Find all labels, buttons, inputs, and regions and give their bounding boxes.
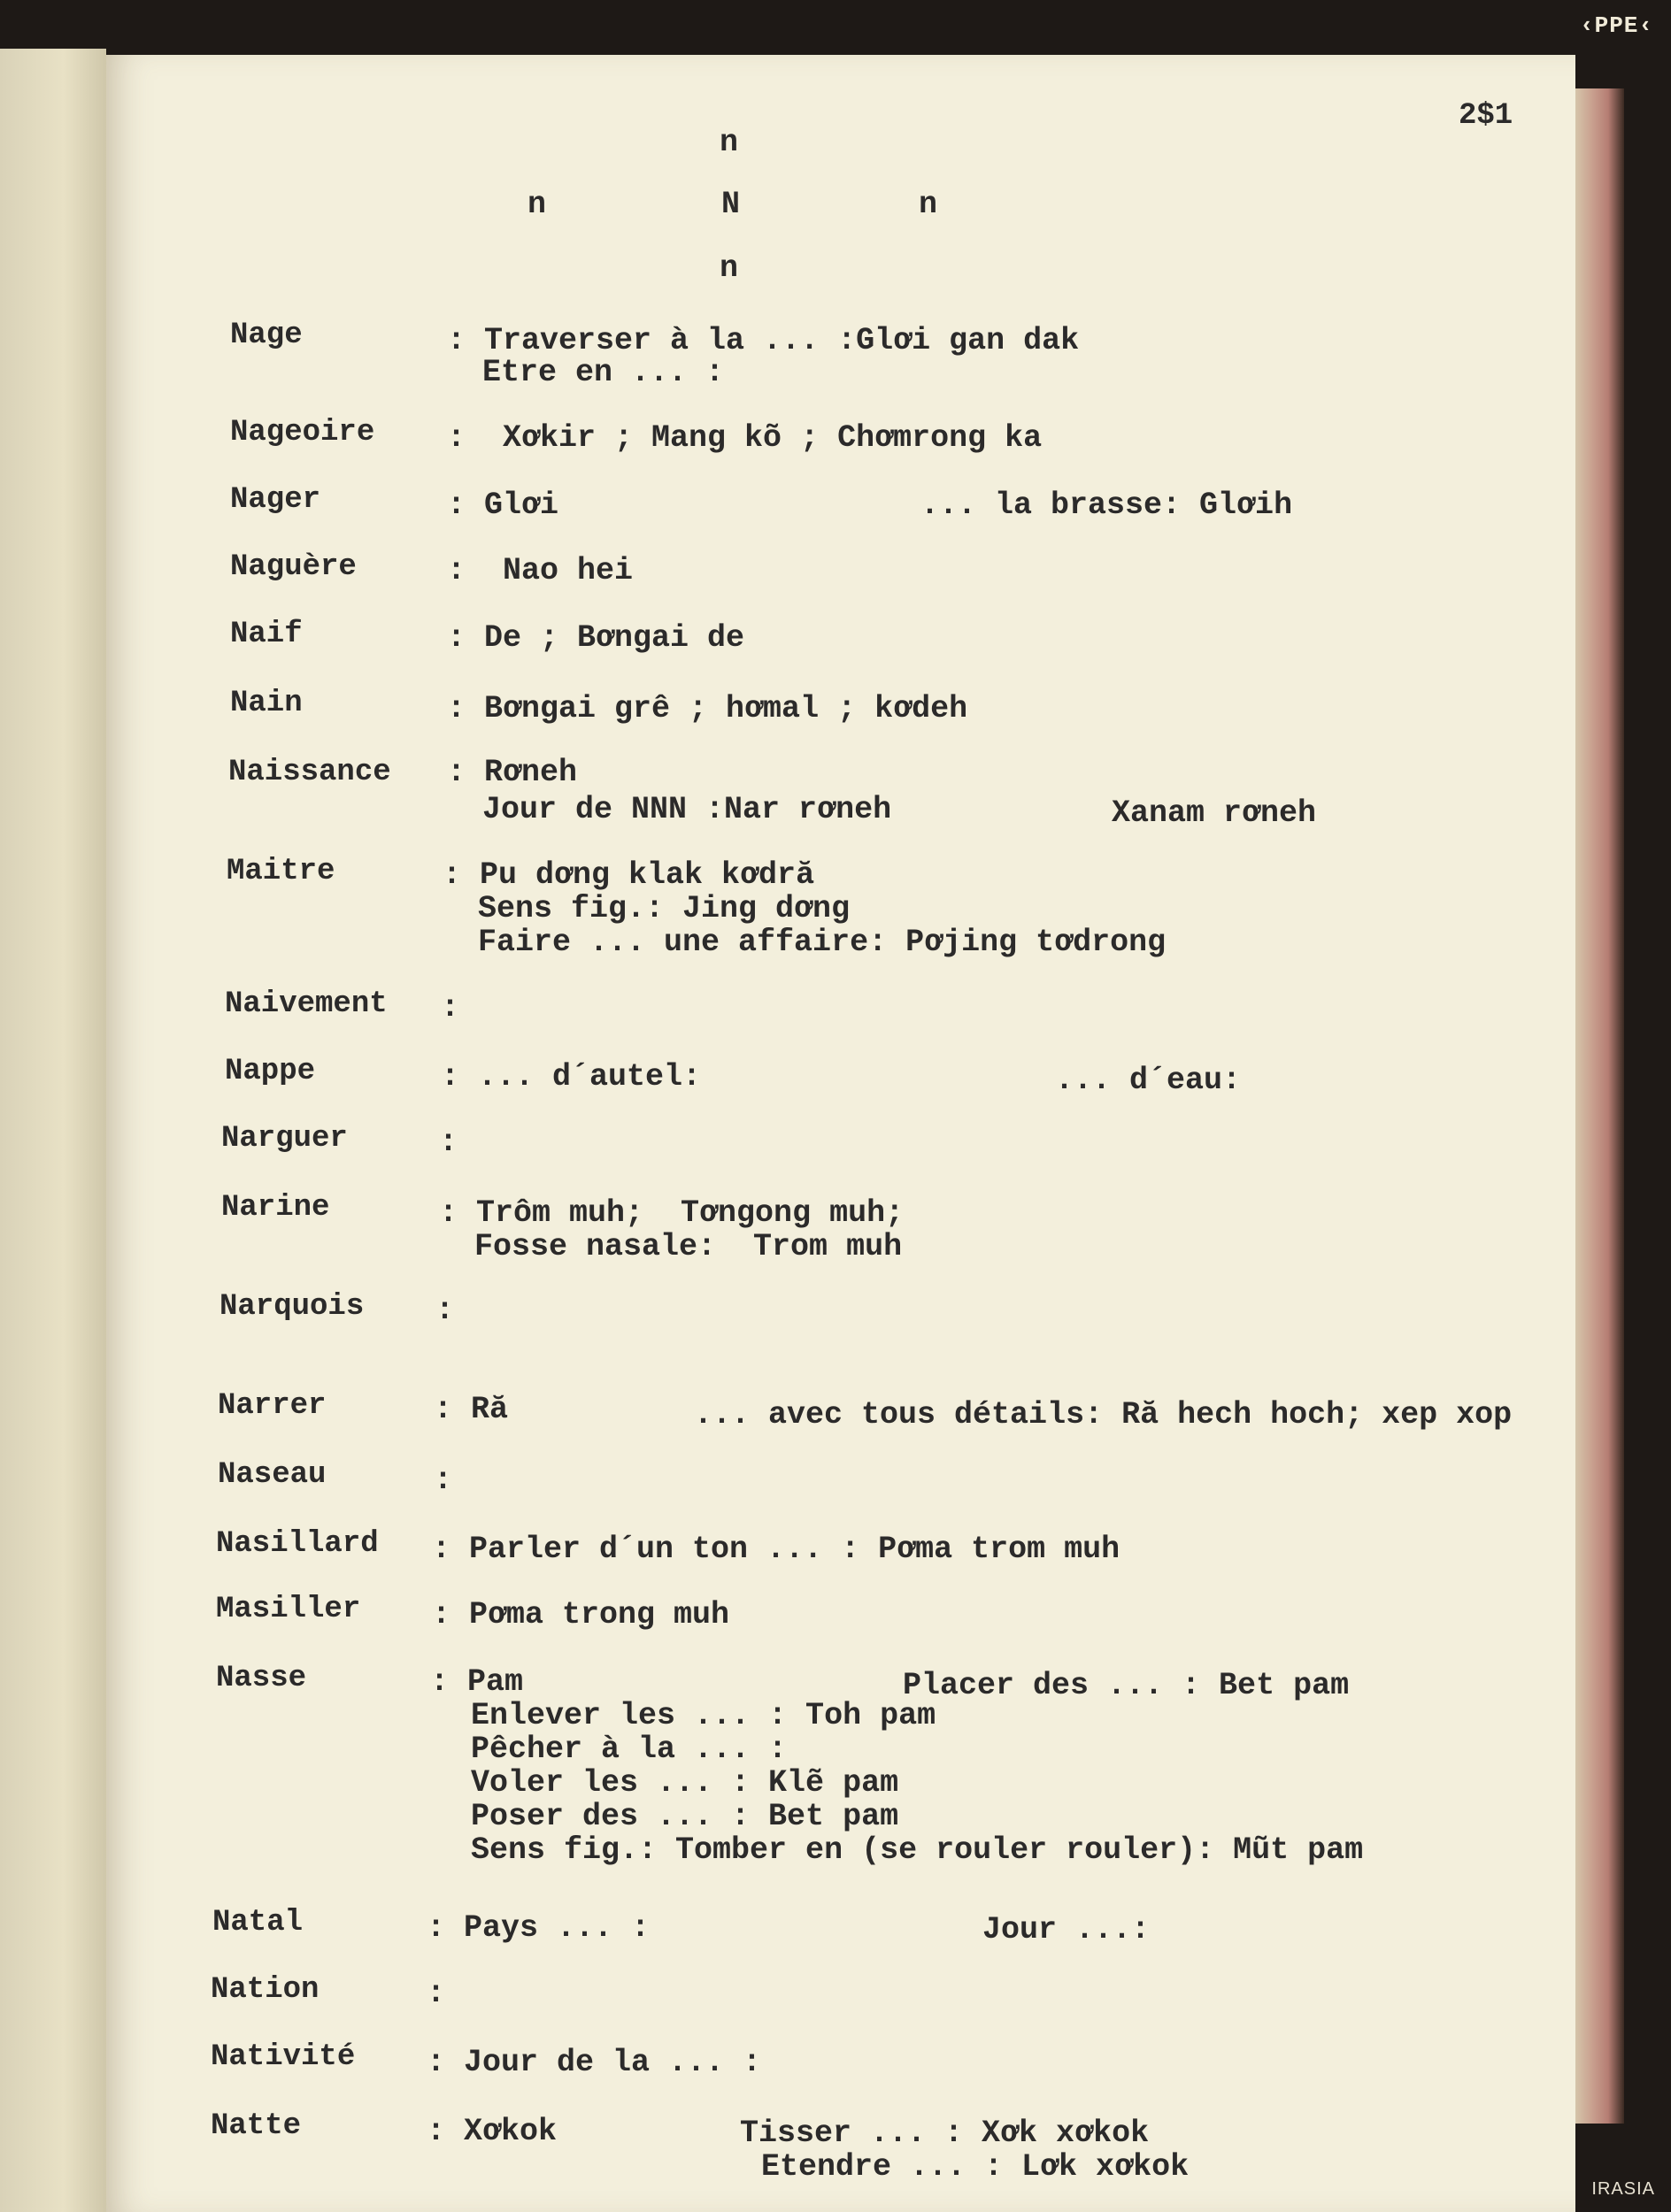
headword: Natal bbox=[212, 1906, 304, 1939]
headword: Nativité bbox=[211, 2040, 356, 2074]
facing-page-edge bbox=[0, 49, 106, 2212]
headword: Narguer bbox=[221, 1122, 348, 1156]
headword: Naissance bbox=[228, 756, 391, 789]
definition-line: Poser des ... : Bet pam bbox=[471, 1799, 899, 1834]
definition-line: : bbox=[434, 1463, 453, 1498]
definition-line: Etre en ... : bbox=[482, 355, 725, 390]
definition-line: : Nao hei bbox=[447, 553, 634, 588]
headword: Nain bbox=[230, 687, 303, 720]
definition-line: : Pu dơng klak kơdră bbox=[443, 857, 815, 893]
definition-line: : Pam bbox=[430, 1664, 524, 1700]
definition-line: Faire ... une affaire: Pơjing tơdrong bbox=[478, 925, 1167, 960]
definition-line: : Bơngai grê ; hơmal ; kơdeh bbox=[447, 691, 968, 726]
definition-line: : Jour de la ... : bbox=[427, 2045, 762, 2080]
headword: Naseau bbox=[218, 1458, 327, 1492]
headword: Narine bbox=[221, 1191, 330, 1225]
headword: Nager bbox=[230, 483, 321, 517]
headword: Nage bbox=[230, 319, 303, 352]
definition-line: : bbox=[435, 1293, 455, 1328]
header-letter: n bbox=[527, 187, 547, 222]
definition-line: : bbox=[427, 1976, 446, 2011]
headword: Nageoire bbox=[230, 416, 375, 449]
definition-line: : ... d´autel: bbox=[441, 1059, 702, 1094]
definition-line: Tisser ... : Xơk xơkok bbox=[740, 2116, 1150, 2151]
page-number: 2$1 bbox=[1459, 99, 1513, 133]
definition-line: Placer des ... : Bet pam bbox=[903, 1668, 1350, 1703]
definition-line: ... d´eau: bbox=[1055, 1063, 1242, 1098]
definition-line: : De ; Bơngai de bbox=[447, 620, 745, 656]
definition-line: : Xơkir ; Mang kõ ; Chơmrong ka bbox=[447, 420, 1043, 456]
dictionary-page bbox=[106, 55, 1575, 2212]
definition-line: Pêcher à la ... : bbox=[471, 1732, 788, 1767]
definition-line: : bbox=[441, 990, 460, 1025]
headword: Naivement bbox=[225, 987, 388, 1021]
definition-line: : Traverser à la ... :Glơi gan dak bbox=[447, 323, 1080, 358]
headword: Naguère bbox=[230, 550, 357, 584]
definition-line: Enlever les ... : Toh pam bbox=[471, 1698, 936, 1733]
definition-line: Sens fig.: Tomber en (se rouler rouler): Mũt pam bbox=[471, 1832, 1364, 1868]
definition-line: Sens fig.: Jing dơng bbox=[478, 891, 851, 926]
headword: Nasillard bbox=[216, 1527, 379, 1561]
definition-line: Voler les ... : Klẽ pam bbox=[471, 1765, 899, 1801]
header-letter: n bbox=[720, 250, 739, 286]
headword: Nasse bbox=[216, 1662, 307, 1695]
definition-line: Etendre ... : Lơk xơkok bbox=[761, 2149, 1190, 2185]
definition-line: : Pays ... : bbox=[427, 1910, 651, 1946]
headword: Naif bbox=[230, 618, 303, 651]
headword: Nation bbox=[211, 1973, 320, 2007]
definition-line: Jour ...: bbox=[982, 1912, 1151, 1947]
definition-line: : Trôm muh; Tơngong muh; bbox=[439, 1195, 905, 1231]
definition-line: : Ră bbox=[434, 1392, 509, 1427]
header-letter: n bbox=[919, 187, 938, 222]
definition-line: Xanam rơneh bbox=[1112, 795, 1317, 831]
definition-line: ... avec tous détails: Ră hech hoch; xep xop bbox=[694, 1397, 1513, 1432]
headword: Masiller bbox=[216, 1593, 361, 1626]
definition-line: Fosse nasale: Trom muh bbox=[474, 1229, 903, 1264]
definition-line: : bbox=[439, 1125, 458, 1160]
definition-line: : Rơneh bbox=[447, 755, 578, 790]
page-stack-edge bbox=[1571, 88, 1624, 2124]
corner-mark: ‹PPE‹ bbox=[1579, 12, 1653, 39]
definition-line: : Pơma trong muh bbox=[432, 1597, 730, 1632]
definition-line: : Glơi bbox=[447, 488, 559, 523]
definition-line: Jour de NNN :Nar rơneh bbox=[482, 792, 892, 827]
headword: Nappe bbox=[225, 1055, 316, 1088]
watermark: IRASIA bbox=[1591, 2179, 1655, 2199]
definition-line: ... la brasse: Glơih bbox=[920, 488, 1293, 523]
headword: Narquois bbox=[219, 1290, 365, 1324]
headword: Natte bbox=[211, 2109, 302, 2143]
definition-line: : Xơkok bbox=[427, 2114, 558, 2149]
headword: Narrer bbox=[218, 1389, 327, 1423]
header-letter: N bbox=[721, 187, 741, 222]
definition-line: : Parler d´un ton ... : Pơma trom muh bbox=[432, 1532, 1120, 1567]
header-letter: n bbox=[720, 125, 739, 160]
headword: Maitre bbox=[227, 855, 335, 888]
